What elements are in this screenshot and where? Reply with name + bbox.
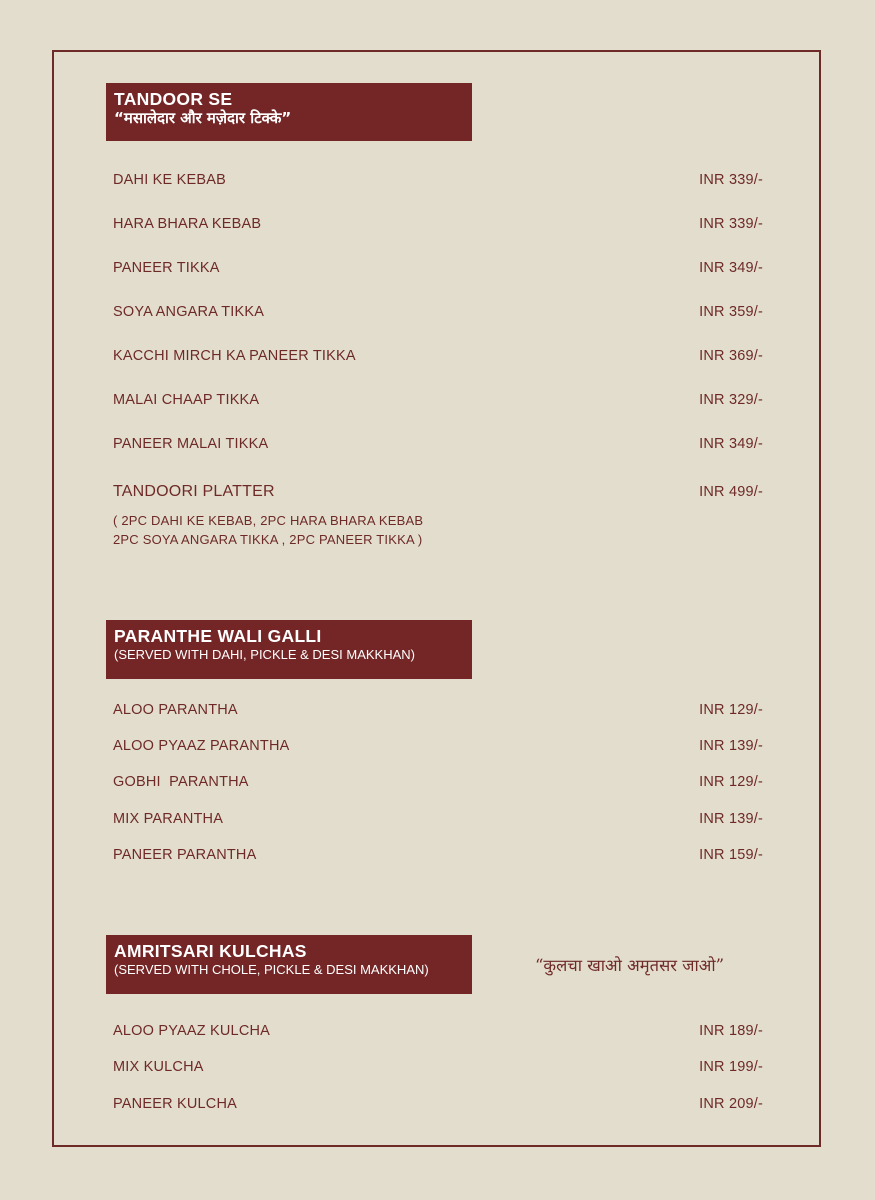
item-price: INR 129/- <box>699 702 763 718</box>
item-name: PANEER MALAI TIKKA <box>113 436 269 452</box>
section-title: AMRITSARI KULCHAS <box>114 941 307 961</box>
item-price: INR 349/- <box>699 436 763 452</box>
section-title: PARANTHE WALI GALLI <box>114 626 322 646</box>
item-price: INR 329/- <box>699 392 763 408</box>
platter-note-line: 2PC SOYA ANGARA TIKKA , 2PC PANEER TIKKA ) <box>113 532 423 547</box>
item-name: ALOO PYAAZ KULCHA <box>113 1023 271 1039</box>
item-price: INR 159/- <box>699 847 763 863</box>
item-price: INR 359/- <box>699 304 763 320</box>
item-name: DAHI KE KEBAB <box>113 172 226 188</box>
section-header-tandoor <box>106 83 472 141</box>
section-header-paranthe <box>106 620 472 679</box>
section-subtitle: (SERVED WITH DAHI, PICKLE & DESI MAKKHAN) <box>114 647 415 662</box>
platter-note-line: ( 2PC DAHI KE KEBAB, 2PC HARA BHARA KEBAB <box>113 513 424 528</box>
section-header-kulchas <box>106 935 472 994</box>
section-subtitle: (SERVED WITH CHOLE, PICKLE & DESI MAKKHAN) <box>114 962 429 977</box>
item-price: INR 369/- <box>699 348 763 364</box>
item-name: TANDOORI PLATTER <box>113 483 275 500</box>
item-name: MIX PARANTHA <box>113 811 224 827</box>
item-price: INR 499/- <box>699 484 763 500</box>
item-name: PANEER KULCHA <box>113 1096 238 1112</box>
item-price: INR 139/- <box>699 738 763 754</box>
item-price: INR 349/- <box>699 260 763 276</box>
item-name: SOYA ANGARA TIKKA <box>113 304 265 320</box>
item-price: INR 199/- <box>699 1059 763 1075</box>
item-price: INR 339/- <box>699 216 763 232</box>
item-name: PANEER TIKKA <box>113 260 220 276</box>
item-price: INR 339/- <box>699 172 763 188</box>
item-name: PANEER PARANTHA <box>113 847 257 863</box>
item-price: INR 209/- <box>699 1096 763 1112</box>
item-price: INR 189/- <box>699 1023 763 1039</box>
section-subtitle: “मसालेदार और मज़ेदार टिक्के” <box>114 109 292 127</box>
item-name: KACCHI MIRCH KA PANEER TIKKA <box>113 348 356 364</box>
item-name: MALAI CHAAP TIKKA <box>113 392 260 408</box>
item-price: INR 139/- <box>699 811 763 827</box>
item-name: ALOO PYAAZ PARANTHA <box>113 738 290 754</box>
item-name: MIX KULCHA <box>113 1059 204 1075</box>
item-name: HARA BHARA KEBAB <box>113 216 262 232</box>
section-title: TANDOOR SE <box>114 89 233 109</box>
item-name: ALOO PARANTHA <box>113 702 238 718</box>
item-price: INR 129/- <box>699 774 763 790</box>
item-name: GOBHI PARANTHA <box>113 774 249 790</box>
kulcha-tagline: “कुलचा खाओ अमृतसर जाओ” <box>535 956 725 975</box>
